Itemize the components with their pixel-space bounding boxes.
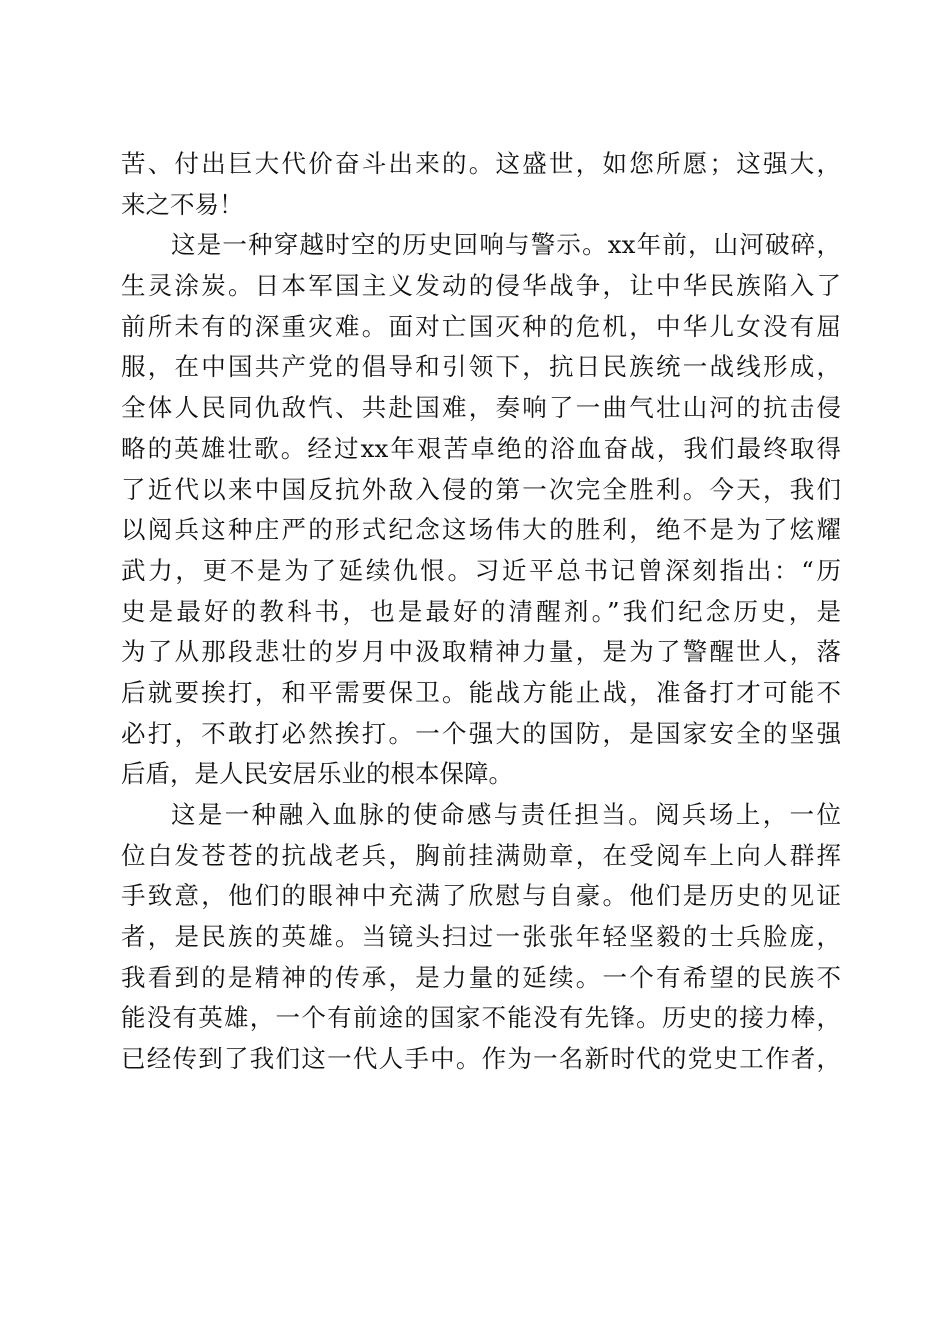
text-line: 后盾，是人民安居乐业的根本保障。 [121, 759, 513, 789]
text-line: 为了从那段悲壮的岁月中汲取精神力量，是为了警醒世人，落 [121, 637, 841, 667]
text-line: 苦、付出巨大代价奋斗出来的。这盛世，如您所愿；这强大， [121, 149, 841, 178]
document-body [121, 144, 841, 1080]
text-line: 位白发苍苍的抗战老兵，胸前挂满勋章，在受阅车上向人群挥 [121, 840, 841, 870]
text-line: 能没有英雄，一个有前途的国家不能没有先锋。历史的接力棒， [121, 1003, 841, 1033]
text-line: 武力，更不是为了延续仇恨。习近平总书记曾深刻指出：“历 [121, 555, 841, 585]
text-line: 者，是民族的英雄。当镜头扫过一张张年轻坚毅的士兵脸庞， [121, 922, 841, 952]
text-line: 已经传到了我们这一代人手中。作为一名新时代的党史工作者， [121, 1044, 841, 1074]
text-line: 全体人民同仇敌忾、共赴国难，奏响了一曲气壮山河的抗击侵 [121, 393, 841, 423]
text-line: 这是一种穿越时空的历史回响与警示。xx年前，山河破碎， [171, 230, 841, 260]
paragraph-3 [121, 795, 841, 1080]
text-line: 略的英雄壮歌。经过xx年艰苦卓绝的浴血奋战，我们最终取得 [121, 433, 841, 463]
text-line: 必打，不敢打必然挨打。一个强大的国防，是国家安全的坚强 [121, 718, 841, 748]
text-line: 了近代以来中国反抗外敌入侵的第一次完全胜利。今天，我们 [121, 474, 841, 504]
text-line: 生灵涂炭。日本军国主义发动的侵华战争，让中华民族陷入了 [121, 271, 841, 301]
text-line: 这是一种融入血脉的使命感与责任担当。阅兵场上，一位 [171, 800, 841, 829]
text-line: 史是最好的教科书，也是最好的清醒剂。”我们纪念历史，是 [121, 596, 841, 626]
paragraph-2 [121, 225, 841, 795]
text-line: 手致意，他们的眼神中充满了欣慰与自豪。他们是历史的见证 [121, 881, 841, 911]
text-line: 服，在中国共产党的倡导和引领下，抗日民族统一战线形成， [121, 352, 841, 382]
text-line: 来之不易！ [121, 189, 244, 219]
text-line: 以阅兵这种庄严的形式纪念这场伟大的胜利，绝不是为了炫耀 [121, 515, 841, 545]
text-line: 我看到的是精神的传承，是力量的延续。一个有希望的民族不 [121, 962, 841, 992]
text-line: 后就要挨打，和平需要保卫。能战方能止战，准备打才可能不 [121, 677, 841, 707]
paragraph-1 [121, 144, 841, 225]
text-line: 前所未有的深重灾难。面对亡国灭种的危机，中华儿女没有屈 [121, 311, 841, 341]
